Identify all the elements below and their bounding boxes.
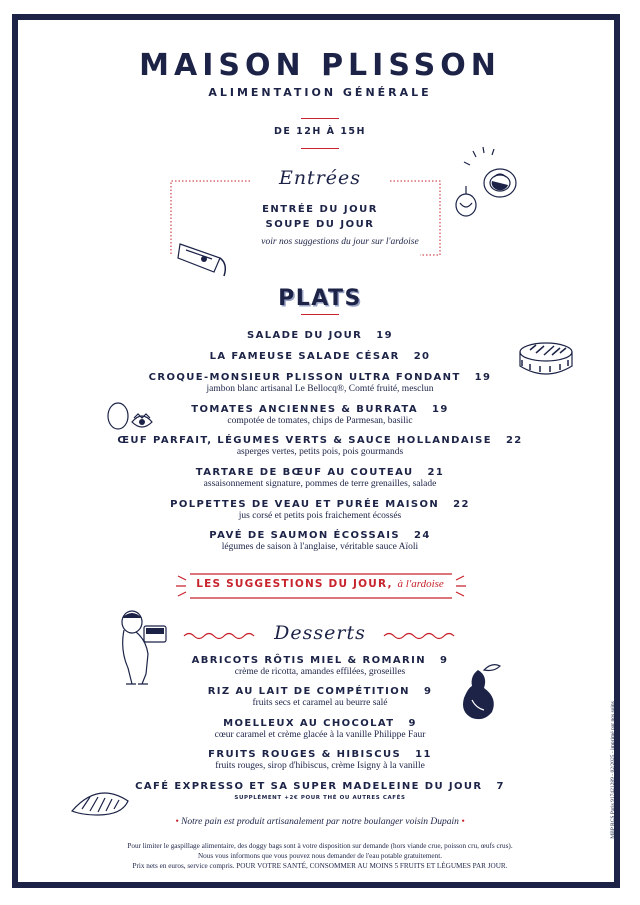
legal-text: MBP RCS Paris 917421289 - 02/2025 - imprimé par nos soins xyxy=(610,701,616,839)
bread-slice-icon xyxy=(176,232,236,282)
dish-description: légumes de saison à l'anglaise, véritable sauce Aïoli xyxy=(221,542,419,552)
dish-title: SALADE DU JOUR xyxy=(247,330,363,341)
madeleine-icon xyxy=(68,785,132,821)
dish-price: 22 xyxy=(505,435,523,446)
dish-title: TARTARE DE BŒUF AU COUTEAU xyxy=(195,467,414,478)
dish-price: 19 xyxy=(474,372,492,383)
suggestions-label: LES SUGGESTIONS DU JOUR, xyxy=(196,578,393,590)
dish-price: 22 xyxy=(453,499,470,510)
dish-description: jus corsé et petits pois fraichement écossés xyxy=(238,511,402,521)
dish-name xyxy=(0,499,640,510)
onion-icon xyxy=(448,145,528,225)
entree-item: ENTRÉE DU JOUR xyxy=(262,204,378,215)
dish-name xyxy=(0,530,640,541)
dish-price: 20 xyxy=(413,351,431,362)
bullet-icon: • xyxy=(175,817,179,827)
dessert-description: crème de ricotta, amandes effilées, groseilles xyxy=(234,667,406,677)
dessert-title: CAFÉ EXPRESSO ET SA SUPER MADELEINE DU JOUR xyxy=(135,781,483,792)
fine-print-line: Prix nets en euros, service compris. POUR VOTRE SANTÉ, CONSOMMER AU MOINS 5 FRUITS ET LÉGUMES PAR JOUR. xyxy=(132,862,508,870)
dish-description: compotée de tomates, chips de Parmesan, basilic xyxy=(227,416,413,426)
entree-item: SOUPE DU JOUR xyxy=(265,219,375,230)
dish-description: jambon blanc artisanal Le Bellocq®, Comté fruité, mesclun xyxy=(206,384,434,394)
suggestions-line xyxy=(0,578,640,590)
brand-tagline: ALIMENTATION GÉNÉRALE xyxy=(208,86,432,99)
service-hours: DE 12H À 15H xyxy=(274,126,366,137)
dish-title: CROQUE-MONSIEUR PLISSON ULTRA FONDANT xyxy=(148,372,461,383)
grocer-figure-icon xyxy=(118,608,178,690)
dessert-description: fruits rouges, sirop d'hibiscus, crème Isigny à la vanille xyxy=(215,761,425,771)
dish-title: LA FAMEUSE SALADE CÉSAR xyxy=(209,351,400,362)
bread-note xyxy=(0,817,640,827)
dessert-price: 9 xyxy=(440,655,449,666)
dish-description: assaisonnement signature, pommes de terre grenailles, salade xyxy=(203,479,437,489)
dish-name xyxy=(0,435,640,446)
fine-print-line: Nous vous informons que vous pouvez nous demander de l'eau potable gratuitement. xyxy=(197,852,443,860)
legal-vertical-text xyxy=(608,680,618,860)
dish-price: 19 xyxy=(432,404,449,415)
dish-name xyxy=(0,404,640,415)
dessert-title: RIZ AU LAIT DE COMPÉTITION xyxy=(207,686,410,697)
dessert-name xyxy=(0,718,640,729)
pear-icon xyxy=(458,662,508,722)
dessert-title: FRUITS ROUGES & HIBISCUS xyxy=(208,749,402,760)
dish-title: POLPETTES DE VEAU ET PURÉE MAISON xyxy=(170,499,440,510)
egg-icon xyxy=(104,400,164,435)
dessert-price: 11 xyxy=(415,749,432,760)
dish-description: asperges vertes, petits pois, pois gourmands xyxy=(236,447,404,457)
dessert-description: cœur caramel et crème glacée à la vanille Philippe Faur xyxy=(214,730,426,740)
dessert-price: 7 xyxy=(496,781,505,792)
dish-price: 21 xyxy=(427,467,445,478)
dish-title: PAVÉ DE SAUMON ÉCOSSAIS xyxy=(209,530,400,541)
desserts-title: Desserts xyxy=(274,622,366,644)
dessert-description: fruits secs et caramel au beurre salé xyxy=(252,698,388,708)
cheese-wheel-icon xyxy=(518,340,578,380)
dessert-name xyxy=(0,655,640,666)
brand-name: MAISON PLISSON xyxy=(139,48,501,83)
dessert-name xyxy=(0,686,640,697)
bread-note-text: Notre pain est produit artisanalement par notre boulanger voisin Dupain xyxy=(181,817,459,827)
fine-print-line: Pour limiter le gaspillage alimentaire, des doggy bags sont à votre disposition sur demande (hors viande crue, poisson cru, œufs crus). xyxy=(127,842,513,850)
dish-price: 24 xyxy=(413,530,431,541)
dish-title: ŒUF PARFAIT, LÉGUMES VERTS & SAUCE HOLLANDAISE xyxy=(117,435,492,446)
dessert-name xyxy=(0,749,640,760)
hours-rule-top xyxy=(301,118,339,119)
dessert-supplement: SUPPLÉMENT +2€ POUR THÉ OU AUTRES CAFÉS xyxy=(234,795,406,801)
dish-name xyxy=(0,467,640,478)
dessert-price: 9 xyxy=(408,718,417,729)
dish-price: 19 xyxy=(376,330,393,341)
suggestions-note: à l'ardoise xyxy=(397,578,444,590)
dish-title: TOMATES ANCIENNES & BURRATA xyxy=(191,404,418,415)
plats-rule xyxy=(301,314,339,315)
entrees-note: voir nos suggestions du jour sur l'ardoise xyxy=(261,237,419,247)
dessert-title: ABRICOTS RÔTIS MIEL & ROMARIN xyxy=(191,655,427,666)
dessert-price: 9 xyxy=(423,686,433,697)
plats-title: PLATS xyxy=(278,286,362,311)
bullet-icon: • xyxy=(461,817,465,827)
hours-rule-bottom xyxy=(301,148,339,149)
dessert-title: MOELLEUX AU CHOCOLAT xyxy=(223,718,395,729)
entrees-title: Entrées xyxy=(278,167,362,189)
